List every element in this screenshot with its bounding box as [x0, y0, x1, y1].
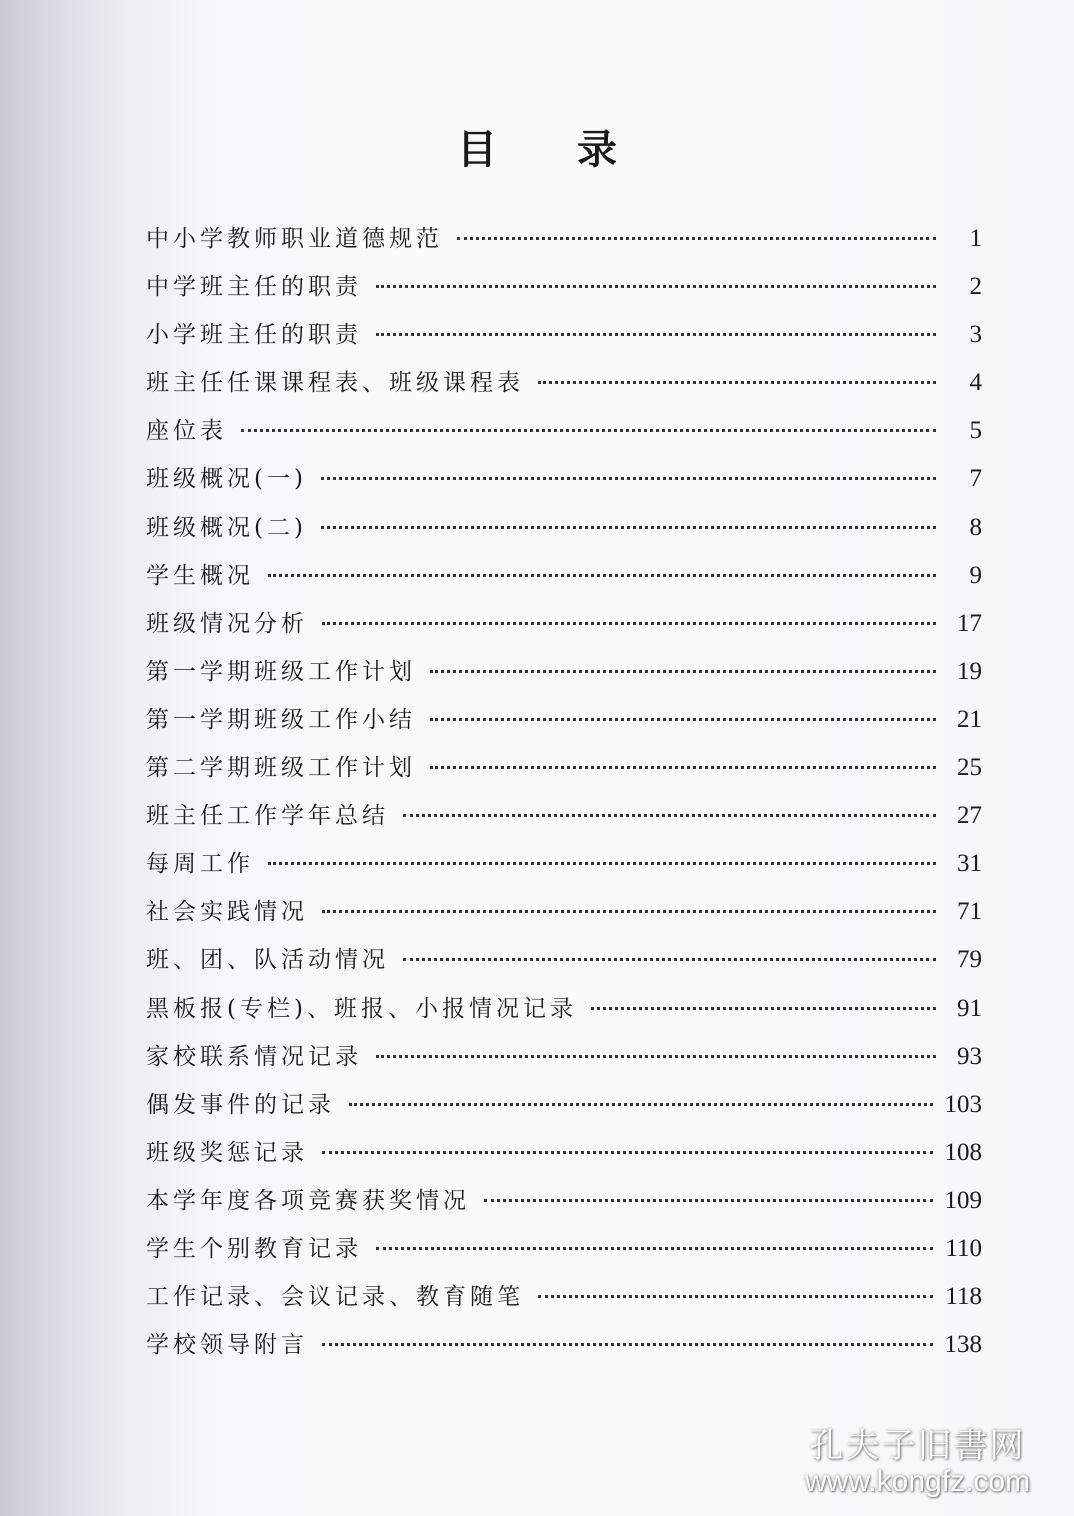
toc-entry-page: 8	[969, 513, 982, 541]
dot-leader	[538, 381, 936, 384]
toc-entry-label: 第二学期班级工作计划	[146, 755, 416, 782]
toc-entry-page: 110	[945, 1234, 982, 1262]
toc-entry	[146, 316, 982, 364]
dot-leader	[376, 1247, 933, 1250]
toc-entry	[146, 1086, 982, 1134]
dot-leader	[241, 429, 936, 432]
dot-leader	[430, 766, 936, 769]
toc-entry-label: 工作记录、会议记录、教育随笔	[146, 1284, 524, 1311]
toc-entry-label: 第一学期班级工作计划	[146, 658, 416, 685]
toc-entry-page: 108	[944, 1138, 982, 1166]
dot-leader	[322, 622, 936, 625]
toc-entry-label: 本学年度各项竞赛获奖情况	[146, 1187, 470, 1214]
toc-entry-page: 27	[957, 802, 982, 830]
toc-entry	[146, 1038, 982, 1086]
toc-entry	[146, 845, 982, 893]
toc-entry	[146, 509, 982, 557]
toc-entry-page: 1	[969, 225, 982, 252]
dot-leader	[268, 574, 936, 577]
toc-entry	[146, 893, 982, 941]
toc-entry-page: 118	[945, 1283, 982, 1311]
toc-entry	[146, 1134, 982, 1182]
toc-entry	[146, 557, 982, 605]
toc-entry	[146, 412, 982, 460]
dot-leader	[268, 862, 936, 865]
toc-entry-page: 9	[969, 561, 982, 589]
toc-entry-label: 班级概况(一)	[146, 466, 307, 493]
toc-entry-label: 学生个别教育记录	[146, 1235, 362, 1262]
toc-entry-page: 25	[957, 754, 982, 782]
toc-entry-label: 班主任任课课程表、班级课程表	[146, 370, 524, 397]
toc-entry	[146, 268, 982, 316]
toc-entry-label: 小学班主任的职责	[146, 322, 362, 349]
toc-entry-label: 第一学期班级工作小结	[146, 706, 416, 733]
toc-entry-page: 138	[944, 1331, 982, 1359]
toc-entry-label: 班级概况(二)	[146, 514, 307, 541]
toc-entry-label: 学生概况	[146, 562, 254, 589]
dot-leader	[322, 910, 936, 913]
toc-entry-page: 109	[944, 1186, 982, 1214]
toc-entry-page: 93	[957, 1042, 982, 1070]
toc-entry	[146, 1182, 982, 1230]
toc-entry-page: 31	[957, 850, 982, 878]
dot-leader	[457, 237, 936, 240]
table-of-contents	[146, 220, 982, 1374]
toc-entry	[146, 460, 982, 508]
toc-entry-page: 19	[957, 657, 982, 685]
toc-entry	[146, 605, 982, 653]
dot-leader	[376, 333, 936, 336]
dot-leader	[322, 1343, 933, 1346]
toc-entry	[146, 749, 982, 797]
dot-leader	[430, 718, 936, 721]
dot-leader	[376, 285, 936, 288]
toc-entry-label: 班主任工作学年总结	[146, 803, 389, 830]
toc-entry-page: 5	[969, 417, 982, 445]
dot-leader	[403, 958, 936, 961]
page-title: 目录	[457, 126, 697, 173]
dot-leader	[591, 1007, 936, 1010]
dot-leader	[322, 1151, 933, 1154]
toc-entry	[146, 364, 982, 412]
toc-entry	[146, 941, 982, 989]
toc-entry	[146, 220, 982, 268]
toc-entry-label: 班级情况分析	[146, 610, 308, 637]
dot-leader	[403, 814, 936, 817]
toc-entry-page: 3	[969, 321, 982, 349]
toc-entry-label: 社会实践情况	[146, 899, 308, 926]
toc-entry-page: 17	[957, 609, 982, 637]
watermark-name: 孔夫子旧書网	[809, 1426, 1026, 1466]
toc-entry	[146, 1326, 982, 1374]
toc-entry-label: 偶发事件的记录	[146, 1091, 335, 1118]
toc-entry-page: 2	[969, 273, 982, 301]
toc-entry	[146, 1278, 982, 1326]
toc-entry-page: 91	[957, 994, 982, 1022]
toc-entry	[146, 797, 982, 845]
toc-entry-label: 黑板报(专栏)、班报、小报情况记录	[146, 995, 577, 1022]
dot-leader	[538, 1295, 933, 1298]
toc-entry-label: 家校联系情况记录	[146, 1043, 362, 1070]
toc-entry-label: 班级奖惩记录	[146, 1139, 308, 1166]
toc-entry-page: 21	[957, 705, 982, 733]
toc-entry-label: 学校领导附言	[146, 1332, 308, 1359]
toc-entry-page: 71	[957, 898, 982, 926]
toc-entry	[146, 653, 982, 701]
dot-leader	[349, 1103, 933, 1106]
dot-leader	[430, 670, 936, 673]
watermark-url: www.kongfz.com	[805, 1465, 1031, 1498]
toc-entry-label: 班、团、队活动情况	[146, 947, 389, 974]
dot-leader	[484, 1199, 933, 1202]
toc-entry-page: 103	[944, 1090, 982, 1118]
toc-entry-page: 4	[969, 369, 982, 397]
toc-entry	[146, 701, 982, 749]
toc-entry-label: 中小学教师职业道德规范	[146, 226, 443, 252]
toc-entry-label: 每周工作	[146, 851, 254, 878]
toc-entry-page: 7	[969, 465, 982, 493]
toc-entry	[146, 990, 982, 1038]
toc-entry-label: 座位表	[146, 418, 227, 445]
dot-leader	[321, 526, 936, 529]
dot-leader	[321, 477, 936, 480]
watermark	[805, 1418, 1030, 1499]
toc-entry	[146, 1230, 982, 1278]
dot-leader	[376, 1055, 936, 1058]
toc-entry-label: 中学班主任的职责	[146, 274, 362, 301]
toc-entry-page: 79	[957, 946, 982, 974]
